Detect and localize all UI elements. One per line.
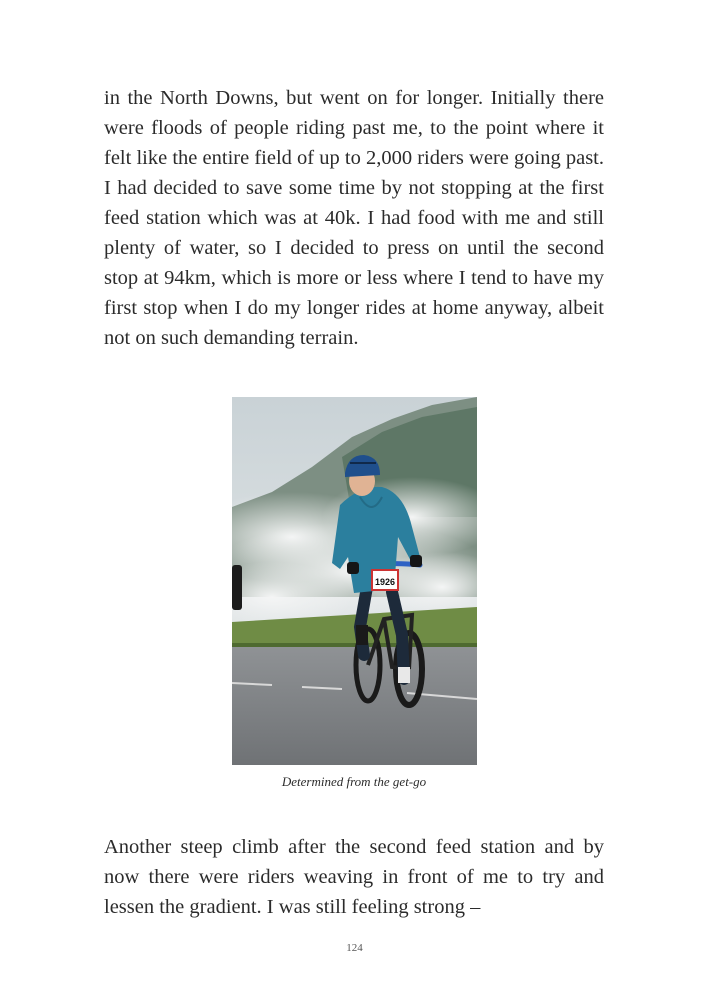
page-number: 124: [346, 942, 363, 954]
body-paragraph-top: in the North Downs, but went on for longer. Initially there were floods of people riding past me, to the point where it felt like the entire field of up to 2,000 riders were going past. I had decided to save some time by not stopping at the first feed station which was at 40k. I had food with me and still plenty of water, so I decided to press on until the second stop at 94km, which is more or less where I tend to have my first stop when I do my longer rides at home anyway, albeit not on such demanding terrain.: [104, 87, 604, 349]
body-paragraph-bottom: Another steep climb after the second feed station and by now there were riders weaving in front of me to try and lessen the gradient. I was still feeling strong –: [104, 836, 604, 918]
photo-caption: Determined from the get-go: [281, 774, 427, 789]
cyclist-photo: [232, 397, 477, 765]
bib-number: 1926: [374, 577, 396, 587]
